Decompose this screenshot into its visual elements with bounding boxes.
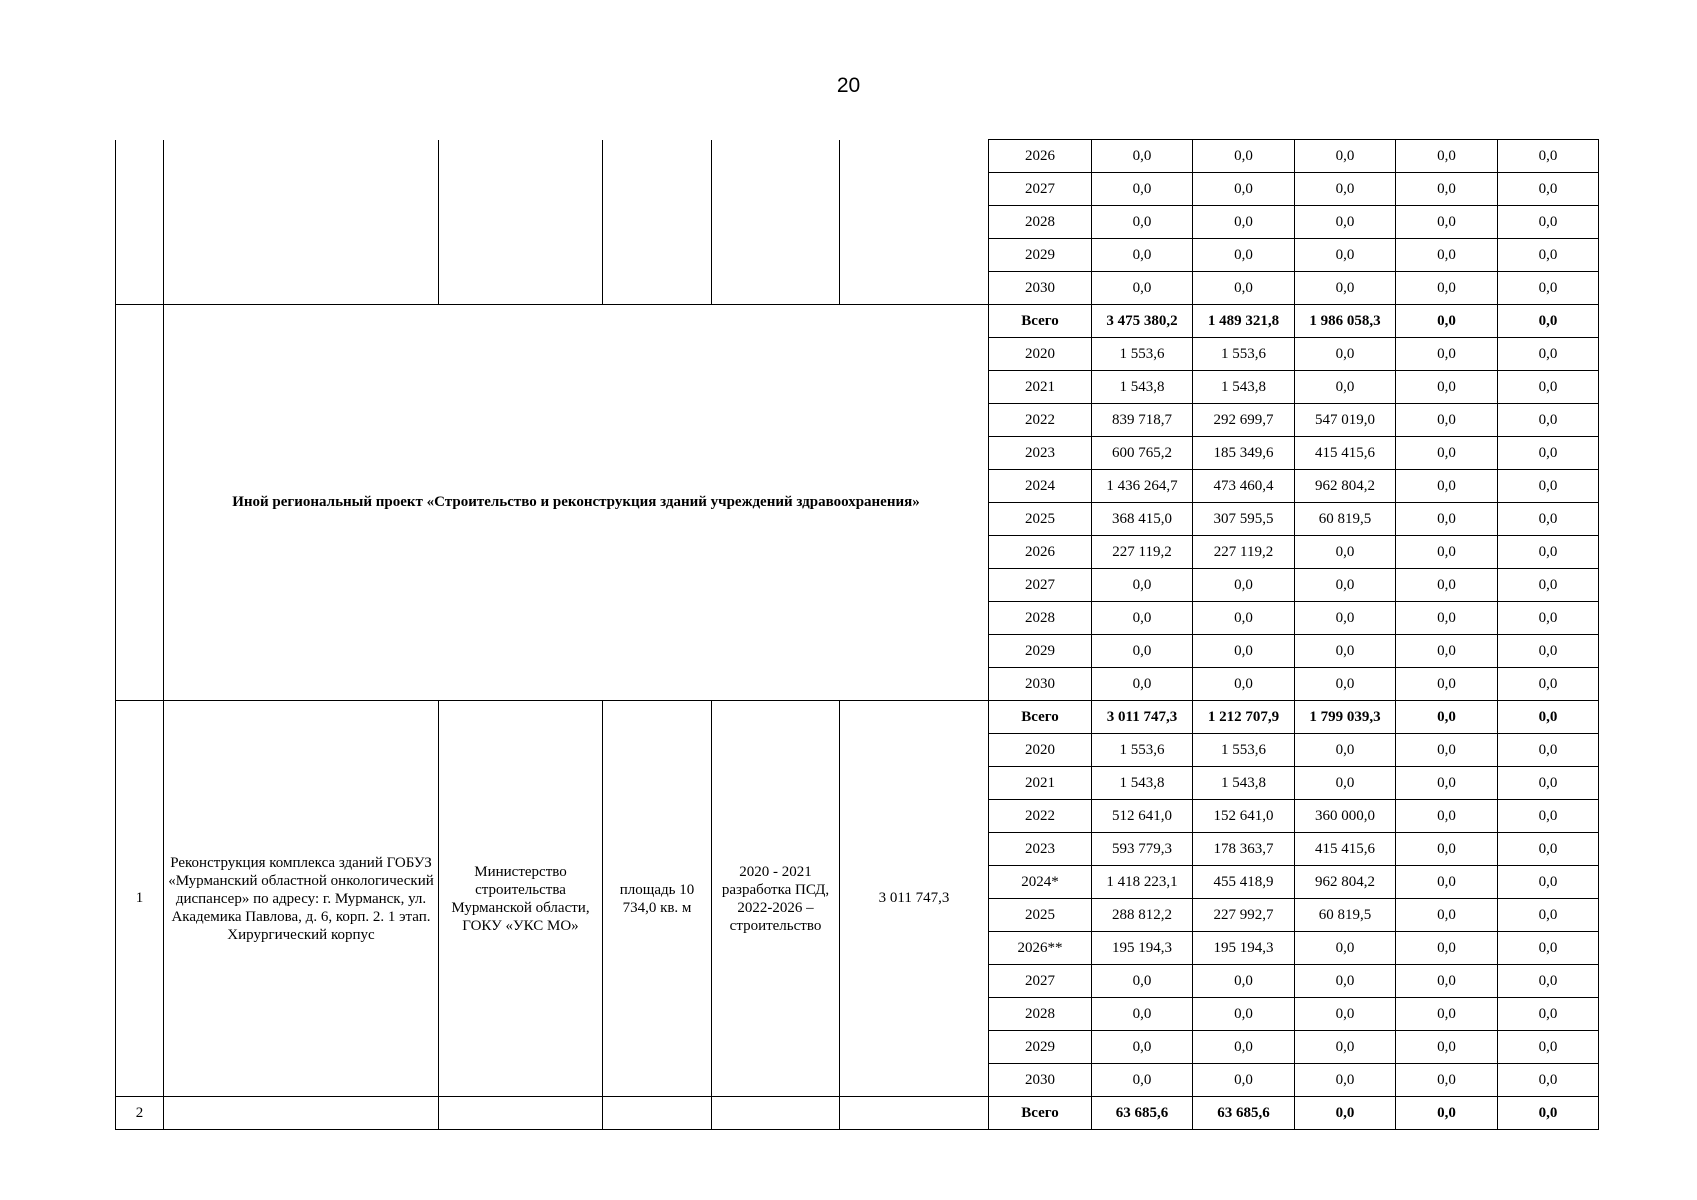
amount-cell: 0,0: [1295, 173, 1396, 206]
amount-cell: 0,0: [1092, 569, 1193, 602]
amount-cell: 0,0: [1396, 338, 1498, 371]
customer-cell: Министерство строительства Мурманской области, ГОКУ «УКС МО»: [439, 701, 603, 1097]
customer-cell: [439, 140, 603, 305]
amount-cell: 0,0: [1295, 635, 1396, 668]
year-cell: 2029: [989, 635, 1092, 668]
amount-cell: 0,0: [1295, 371, 1396, 404]
amount-cell: 0,0: [1295, 932, 1396, 965]
amount-cell: 0,0: [1498, 866, 1599, 899]
amount-cell: 0,0: [1396, 140, 1498, 173]
year-cell: 2024*: [989, 866, 1092, 899]
amount-cell: 0,0: [1295, 767, 1396, 800]
amount-cell: 0,0: [1295, 272, 1396, 305]
amount-cell: 0,0: [1396, 239, 1498, 272]
amount-cell: 0,0: [1396, 701, 1498, 734]
amount-cell: 1 553,6: [1193, 338, 1295, 371]
name-cell: [164, 140, 439, 305]
amount-cell: 63 685,6: [1193, 1097, 1295, 1130]
amount-cell: 0,0: [1092, 998, 1193, 1031]
amount-cell: 0,0: [1092, 668, 1193, 701]
number-cell: [116, 140, 164, 305]
amount-cell: 0,0: [1498, 767, 1599, 800]
table-row: [116, 140, 1599, 173]
amount-cell: 0,0: [1498, 437, 1599, 470]
amount-cell: 0,0: [1396, 1031, 1498, 1064]
amount-cell: 0,0: [1498, 272, 1599, 305]
year-cell: 2027: [989, 569, 1092, 602]
amount-cell: 0,0: [1295, 1031, 1396, 1064]
amount-cell: 0,0: [1498, 701, 1599, 734]
amount-cell: 60 819,5: [1295, 899, 1396, 932]
amount-cell: 0,0: [1498, 470, 1599, 503]
amount-cell: 0,0: [1498, 371, 1599, 404]
amount-cell: 0,0: [1396, 371, 1498, 404]
year-cell: 2028: [989, 998, 1092, 1031]
amount-cell: 0,0: [1396, 866, 1498, 899]
period-cell: 2020 - 2021 разработка ПСД, 2022-2026 – строительство: [712, 701, 840, 1097]
year-cell: 2027: [989, 965, 1092, 998]
amount-cell: 1 553,6: [1193, 734, 1295, 767]
amount-cell: 3 011 747,3: [1092, 701, 1193, 734]
amount-cell: 0,0: [1193, 1064, 1295, 1097]
amount-cell: 0,0: [1498, 239, 1599, 272]
amount-cell: 1 543,8: [1092, 767, 1193, 800]
amount-cell: 227 119,2: [1092, 536, 1193, 569]
amount-cell: 0,0: [1498, 800, 1599, 833]
year-cell: 2030: [989, 1064, 1092, 1097]
year-cell: 2021: [989, 371, 1092, 404]
amount-cell: 0,0: [1396, 536, 1498, 569]
amount-cell: 0,0: [1193, 668, 1295, 701]
amount-cell: 415 415,6: [1295, 833, 1396, 866]
amount-cell: 0,0: [1295, 998, 1396, 1031]
amount-cell: 0,0: [1193, 1031, 1295, 1064]
cost-cell: 3 011 747,3: [840, 701, 989, 1097]
amount-cell: 0,0: [1396, 272, 1498, 305]
year-cell: Всего: [989, 1097, 1092, 1130]
amount-cell: 1 436 264,7: [1092, 470, 1193, 503]
amount-cell: 593 779,3: [1092, 833, 1193, 866]
year-cell: 2022: [989, 800, 1092, 833]
amount-cell: 0,0: [1396, 932, 1498, 965]
amount-cell: 0,0: [1295, 965, 1396, 998]
amount-cell: 0,0: [1498, 602, 1599, 635]
year-cell: 2026**: [989, 932, 1092, 965]
cost-cell: [840, 140, 989, 305]
amount-cell: 0,0: [1193, 239, 1295, 272]
amount-cell: 0,0: [1193, 635, 1295, 668]
amount-cell: 415 415,6: [1295, 437, 1396, 470]
year-cell: Всего: [989, 701, 1092, 734]
amount-cell: 0,0: [1498, 668, 1599, 701]
amount-cell: 0,0: [1498, 998, 1599, 1031]
amount-cell: 1 543,8: [1092, 371, 1193, 404]
amount-cell: 0,0: [1092, 173, 1193, 206]
year-cell: 2024: [989, 470, 1092, 503]
number-cell: [116, 305, 164, 701]
amount-cell: 0,0: [1295, 734, 1396, 767]
amount-cell: 0,0: [1498, 833, 1599, 866]
amount-cell: 0,0: [1396, 734, 1498, 767]
year-cell: 2025: [989, 503, 1092, 536]
amount-cell: 962 804,2: [1295, 866, 1396, 899]
table-row: [116, 305, 1599, 338]
amount-cell: 0,0: [1193, 998, 1295, 1031]
amount-cell: 1 543,8: [1193, 371, 1295, 404]
financing-table: [115, 139, 1599, 1130]
amount-cell: 0,0: [1396, 899, 1498, 932]
amount-cell: 195 194,3: [1092, 932, 1193, 965]
amount-cell: 839 718,7: [1092, 404, 1193, 437]
number-cell: 1: [116, 701, 164, 1097]
amount-cell: 60 819,5: [1295, 503, 1396, 536]
amount-cell: 1 799 039,3: [1295, 701, 1396, 734]
year-cell: 2020: [989, 734, 1092, 767]
amount-cell: 0,0: [1396, 965, 1498, 998]
capacity-cell: [603, 140, 712, 305]
amount-cell: 0,0: [1193, 272, 1295, 305]
year-cell: 2023: [989, 833, 1092, 866]
amount-cell: 0,0: [1396, 404, 1498, 437]
amount-cell: 0,0: [1396, 305, 1498, 338]
year-cell: 2028: [989, 206, 1092, 239]
amount-cell: 0,0: [1295, 602, 1396, 635]
amount-cell: 0,0: [1498, 305, 1599, 338]
year-cell: 2028: [989, 602, 1092, 635]
amount-cell: 1 543,8: [1193, 767, 1295, 800]
amount-cell: 0,0: [1498, 338, 1599, 371]
amount-cell: 0,0: [1092, 140, 1193, 173]
amount-cell: 0,0: [1295, 338, 1396, 371]
amount-cell: 307 595,5: [1193, 503, 1295, 536]
amount-cell: 152 641,0: [1193, 800, 1295, 833]
period-cell: [712, 140, 840, 305]
amount-cell: 292 699,7: [1193, 404, 1295, 437]
amount-cell: 0,0: [1396, 635, 1498, 668]
amount-cell: 0,0: [1396, 206, 1498, 239]
amount-cell: 1 553,6: [1092, 734, 1193, 767]
object-name-cell: [164, 1097, 439, 1130]
project-title: Иной региональный проект «Строительство и реконструкция зданий учреждений здравоохранения»: [164, 305, 989, 701]
amount-cell: 0,0: [1498, 140, 1599, 173]
amount-cell: 0,0: [1193, 965, 1295, 998]
amount-cell: 1 212 707,9: [1193, 701, 1295, 734]
amount-cell: 0,0: [1396, 569, 1498, 602]
amount-cell: 455 418,9: [1193, 866, 1295, 899]
amount-cell: 0,0: [1396, 833, 1498, 866]
year-cell: 2030: [989, 668, 1092, 701]
year-cell: 2026: [989, 536, 1092, 569]
amount-cell: 3 475 380,2: [1092, 305, 1193, 338]
amount-cell: 0,0: [1193, 569, 1295, 602]
amount-cell: 547 019,0: [1295, 404, 1396, 437]
year-cell: 2029: [989, 239, 1092, 272]
amount-cell: 0,0: [1498, 503, 1599, 536]
amount-cell: 1 489 321,8: [1193, 305, 1295, 338]
amount-cell: 0,0: [1498, 536, 1599, 569]
amount-cell: 0,0: [1295, 1097, 1396, 1130]
amount-cell: 0,0: [1295, 569, 1396, 602]
amount-cell: 0,0: [1498, 899, 1599, 932]
cost-cell: [840, 1097, 989, 1130]
amount-cell: 0,0: [1193, 206, 1295, 239]
amount-cell: 0,0: [1193, 173, 1295, 206]
amount-cell: 0,0: [1498, 206, 1599, 239]
amount-cell: 0,0: [1498, 965, 1599, 998]
year-cell: 2026: [989, 140, 1092, 173]
amount-cell: 962 804,2: [1295, 470, 1396, 503]
year-cell: 2022: [989, 404, 1092, 437]
amount-cell: 0,0: [1396, 470, 1498, 503]
amount-cell: 178 363,7: [1193, 833, 1295, 866]
period-cell: [712, 1097, 840, 1130]
amount-cell: 0,0: [1396, 602, 1498, 635]
amount-cell: 0,0: [1092, 1031, 1193, 1064]
amount-cell: 0,0: [1498, 635, 1599, 668]
amount-cell: 0,0: [1092, 206, 1193, 239]
amount-cell: 0,0: [1396, 503, 1498, 536]
amount-cell: 0,0: [1396, 437, 1498, 470]
amount-cell: 0,0: [1498, 173, 1599, 206]
amount-cell: 0,0: [1498, 1031, 1599, 1064]
amount-cell: 0,0: [1396, 1064, 1498, 1097]
amount-cell: 0,0: [1396, 668, 1498, 701]
amount-cell: 368 415,0: [1092, 503, 1193, 536]
number-cell: 2: [116, 1097, 164, 1130]
amount-cell: 0,0: [1396, 998, 1498, 1031]
amount-cell: 0,0: [1396, 767, 1498, 800]
amount-cell: 0,0: [1092, 602, 1193, 635]
year-cell: Всего: [989, 305, 1092, 338]
amount-cell: 0,0: [1295, 140, 1396, 173]
amount-cell: 227 992,7: [1193, 899, 1295, 932]
amount-cell: 0,0: [1295, 206, 1396, 239]
table-row: [116, 701, 1599, 734]
amount-cell: 195 194,3: [1193, 932, 1295, 965]
amount-cell: 0,0: [1498, 569, 1599, 602]
amount-cell: 1 418 223,1: [1092, 866, 1193, 899]
amount-cell: 227 119,2: [1193, 536, 1295, 569]
amount-cell: 63 685,6: [1092, 1097, 1193, 1130]
amount-cell: 0,0: [1498, 1064, 1599, 1097]
amount-cell: 0,0: [1295, 239, 1396, 272]
amount-cell: 512 641,0: [1092, 800, 1193, 833]
object-name-cell: Реконструкция комплекса зданий ГОБУЗ «Мурманский областной онкологический диспансер» по адресу: г. Мурманск, ул. Академика Павлова, д. 6, корп. 2. 1 этап. Хирургический корпус: [164, 701, 439, 1097]
amount-cell: 0,0: [1295, 536, 1396, 569]
amount-cell: 0,0: [1396, 800, 1498, 833]
capacity-cell: площадь 10 734,0 кв. м: [603, 701, 712, 1097]
amount-cell: 0,0: [1193, 140, 1295, 173]
year-cell: 2030: [989, 272, 1092, 305]
amount-cell: 0,0: [1092, 965, 1193, 998]
amount-cell: 288 812,2: [1092, 899, 1193, 932]
year-cell: 2027: [989, 173, 1092, 206]
capacity-cell: [603, 1097, 712, 1130]
customer-cell: [439, 1097, 603, 1130]
year-cell: 2021: [989, 767, 1092, 800]
amount-cell: 185 349,6: [1193, 437, 1295, 470]
amount-cell: 0,0: [1396, 1097, 1498, 1130]
amount-cell: 0,0: [1498, 734, 1599, 767]
amount-cell: 0,0: [1498, 1097, 1599, 1130]
amount-cell: 360 000,0: [1295, 800, 1396, 833]
amount-cell: 1 986 058,3: [1295, 305, 1396, 338]
amount-cell: 0,0: [1092, 635, 1193, 668]
year-cell: 2025: [989, 899, 1092, 932]
amount-cell: 0,0: [1092, 1064, 1193, 1097]
year-cell: 2020: [989, 338, 1092, 371]
amount-cell: 0,0: [1193, 602, 1295, 635]
amount-cell: 1 553,6: [1092, 338, 1193, 371]
amount-cell: 0,0: [1498, 932, 1599, 965]
amount-cell: 0,0: [1295, 1064, 1396, 1097]
page-number: 20: [836, 74, 861, 97]
amount-cell: 600 765,2: [1092, 437, 1193, 470]
amount-cell: 0,0: [1295, 668, 1396, 701]
table-row: [116, 1097, 1599, 1130]
amount-cell: 0,0: [1498, 404, 1599, 437]
amount-cell: 0,0: [1396, 173, 1498, 206]
year-cell: 2023: [989, 437, 1092, 470]
amount-cell: 473 460,4: [1193, 470, 1295, 503]
amount-cell: 0,0: [1092, 239, 1193, 272]
amount-cell: 0,0: [1092, 272, 1193, 305]
year-cell: 2029: [989, 1031, 1092, 1064]
